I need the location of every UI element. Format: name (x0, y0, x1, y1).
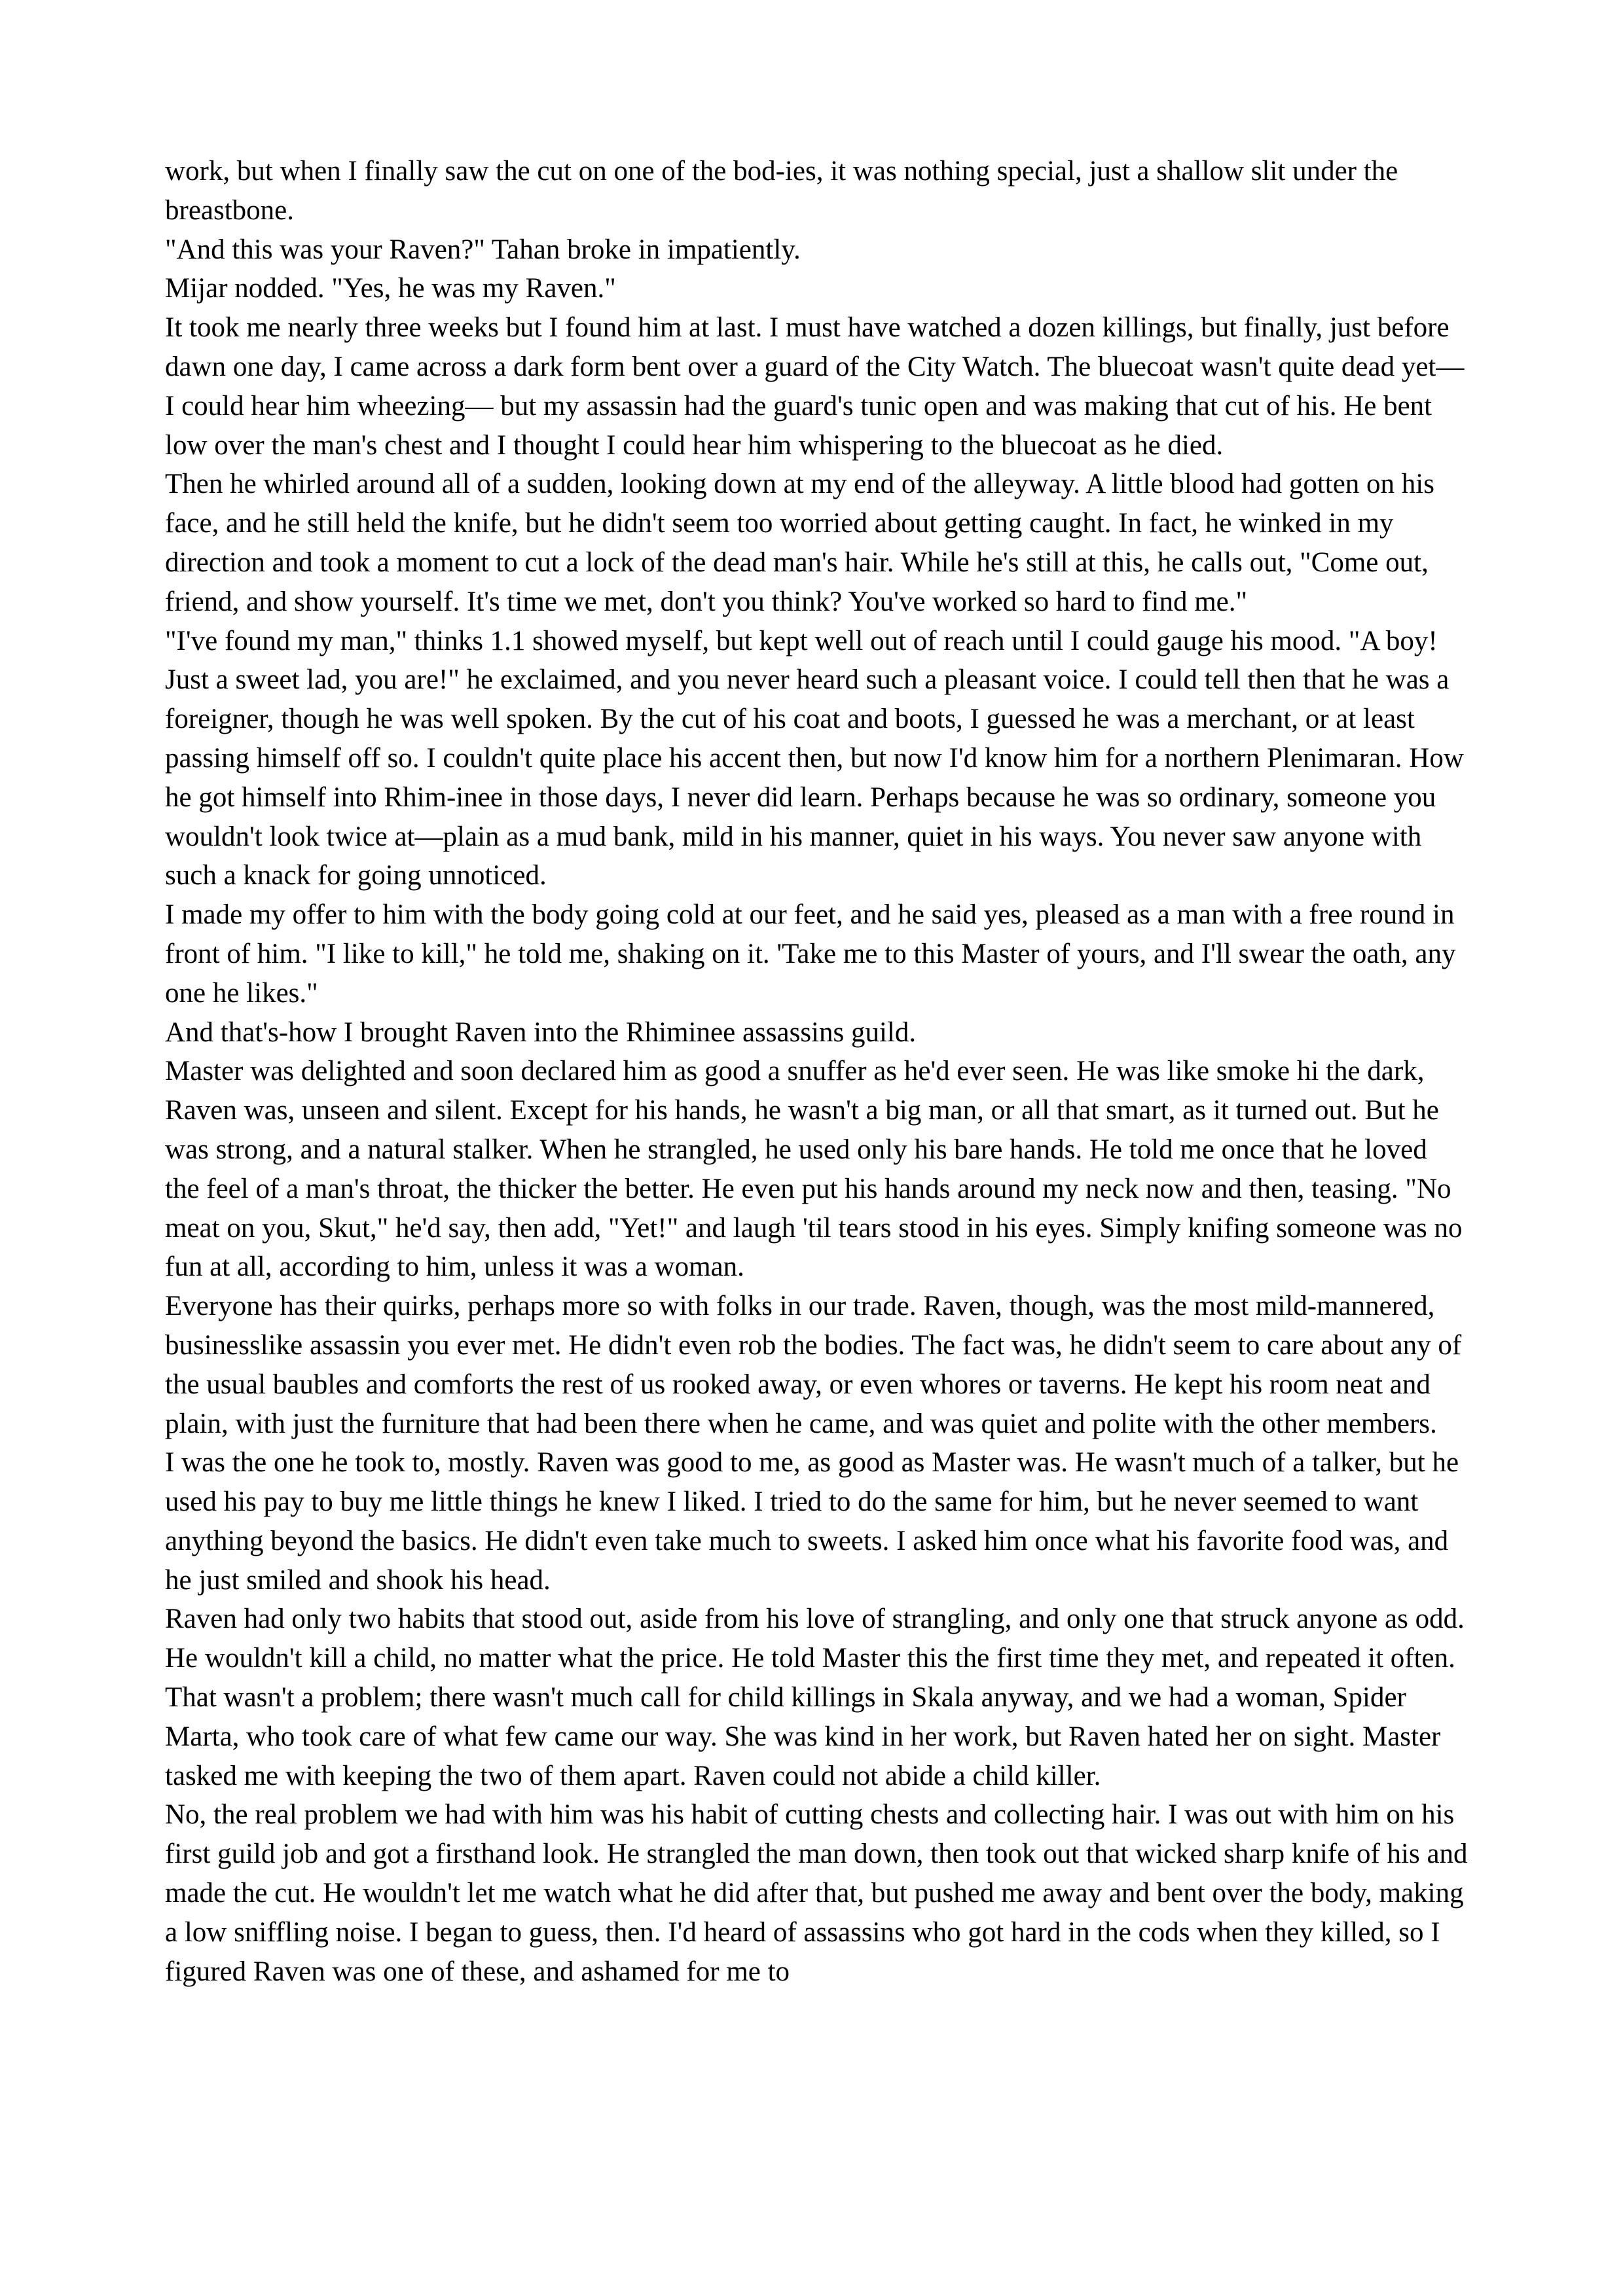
body-text (165, 152, 1468, 1991)
paragraph: Mijar nodded. "Yes, he was my Raven." (165, 273, 616, 304)
paragraph: work, but when I finally saw the cut on one of the bod-ies, it was nothing special, just a shallow slit under the breastbone. (165, 156, 1398, 226)
paragraph: And that's-how I brought Raven into the Rhiminee assassins guild. (165, 1016, 917, 1048)
paragraph: Raven had only two habits that stood out, aside from his love of strangling, and only one that struck anyone as odd. He wouldn't kill a child, no matter what the price. He told Master this the first time they met, and repeated it often. That wasn't a problem; there wasn't much call for child killings in Skala anyway, and we had a woman, Spider Marta, who took care of what few came our way. She was kind in her work, but Raven hated her on sight. Master tasked me with keeping the two of them apart. Raven could not abide a child killer. (165, 1604, 1465, 1791)
paragraph: I was the one he took to, mostly. Raven was good to me, as good as Master was. He wasn't much of a talker, but he used his pay to buy me little things he knew I liked. I tried to do the same for him, but he never seemed to want anything beyond the basics. He didn't even take much to sweets. I asked him once what his favorite food was, and he just smiled and shook his head. (165, 1447, 1459, 1596)
paragraph: Master was delighted and soon declared him as good a snuffer as he'd ever seen. He was like smoke hi the dark, Raven was, unseen and silent. Except for his hands, he wasn't a big man, or all that smart, as it turned out. But he was strong, and a natural stalker. When he strangled, he used only his bare hands. He told me once that he loved the feel of a man's throat, the thicker the better. He even put his hands around my neck now and then, teasing. "No meat on you, Skut," he'd say, then add, "Yet!" and laugh 'til tears stood in his eyes. Simply knifing someone was no fun at all, according to him, unless it was a woman. (165, 1056, 1463, 1283)
paragraph: Then he whirled around all of a sudden, looking down at my end of the alleyway. A little blood had gotten on his face, and he still held the knife, but he didn't seem too worried about getting caught. In fact, he winked in my direction and took a moment to cut a lock of the dead man's hair. While he's still at this, he calls out, "Come out, friend, and show yourself. It's time we met, don't you think? You've worked so hard to find me." (165, 469, 1434, 617)
paragraph: "I've found my man," thinks 1.1 showed myself, but kept well out of reach until I could gauge his mood. "A boy! Just a sweet lad, you are!" he exclaimed, and you never heard such a pleasant voice. I could tell then that he was a foreigner, though he was well spoken. By the cut of his coat and boots, I guessed he was a merchant, or at least passing himself off so. I couldn't quite place his accent then, but now I'd know him for a northern Plenimaran. How he got himself into Rhim-inee in those days, I never did learn. Perhaps because he was so ordinary, someone you wouldn't look twice at—plain as a mud bank, mild in his manner, quiet in his ways. You never saw anyone with such a knack for going unnoticed. (165, 625, 1464, 891)
paragraph: No, the real problem we had with him was his habit of cutting chests and collecting hair. I was out with him on his first guild job and got a firsthand look. He strangled the man down, then took out that wicked sharp knife of his and made the cut. He wouldn't let me watch what he did after that, but pushed me away and bent over the body, making a low sniffling noise. I began to guess, then. I'd heard of assassins who got hard in the cods when they killed, so I figured Raven was one of these, and ashamed for me to (165, 1799, 1468, 1987)
paragraph: Everyone has their quirks, perhaps more so with folks in our trade. Raven, though, was the most mild-mannered, businesslike assassin you ever met. He didn't even rob the bodies. The fact was, he didn't seem to care about any of the usual baubles and comforts the rest of us rooked away, or even whores or taverns. He kept his room neat and plain, with just the furniture that had been there when he came, and was quiet and polite with the other members. (165, 1291, 1462, 1439)
paragraph: I made my offer to him with the body going cold at our feet, and he said yes, pleased as a man with a free round in front of him. "I like to kill," he told me, shaking on it. 'Take me to this Master of yours, and I'll swear the oath, any one he likes." (165, 899, 1456, 1009)
paragraph: It took me nearly three weeks but I found him at last. I must have watched a dozen killings, but finally, just before dawn one day, I came across a dark form bent over a guard of the City Watch. The bluecoat wasn't quite dead yet—I could hear him wheezing— but my assassin had the guard's tunic open and was making that cut of his. He bent low over the man's chest and I thought I could hear him whispering to the bluecoat as he died. (165, 312, 1465, 461)
paragraph: "And this was your Raven?" Tahan broke in impatiently. (165, 234, 801, 265)
